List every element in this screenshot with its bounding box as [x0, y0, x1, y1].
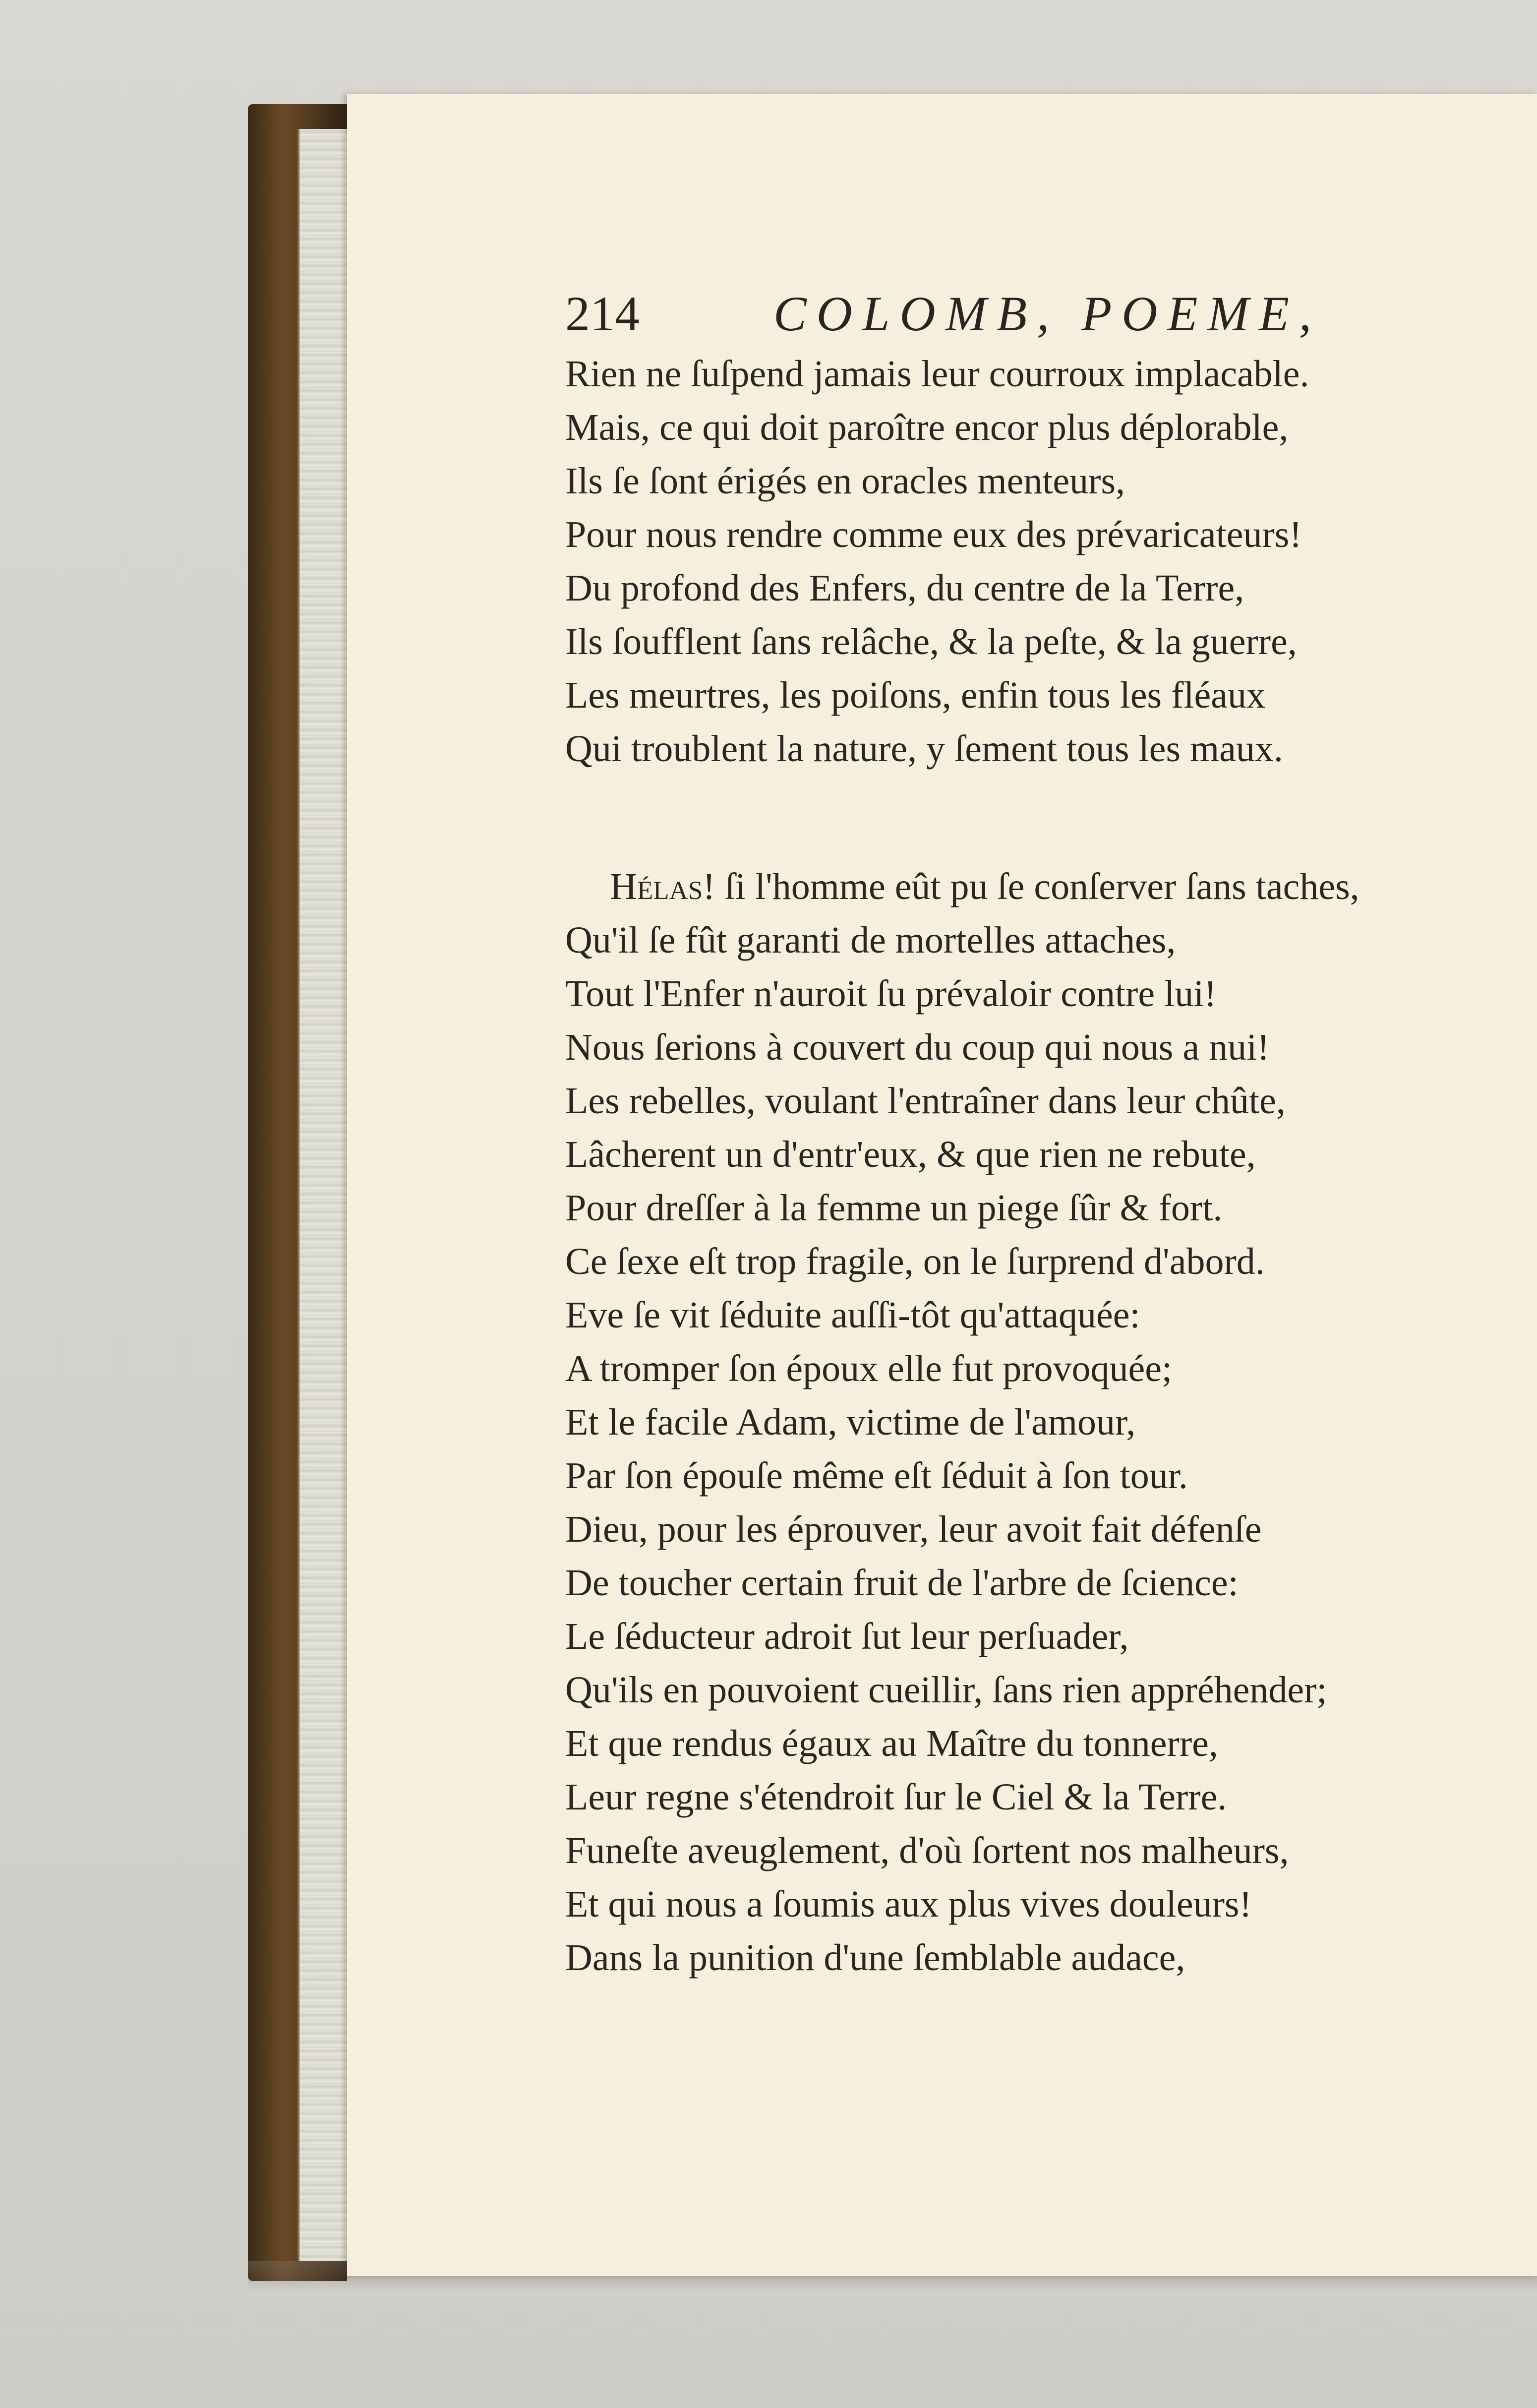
verse-line: Tout l'Enfer n'auroit ſu prévaloir contre lui!	[565, 973, 1217, 1015]
page-edges	[297, 129, 354, 2261]
verse-line: Ils ſoufflent ſans relâche, & la peſte, & la guerre,	[565, 621, 1297, 662]
verse-line: Le ſéducteur adroit ſut leur perſuader,	[565, 1616, 1129, 1657]
verse-line: Qui troublent la nature, y ſement tous les maux.	[565, 728, 1283, 770]
verse-line: Ils ſe ſont érigés en oracles menteurs,	[565, 460, 1125, 502]
verse-line: Pour nous rendre comme eux des prévaricateurs!	[565, 514, 1302, 555]
verse-line: Funeſte aveuglement, d'où ſortent nos malheurs,	[565, 1830, 1289, 1871]
verse-line: Qu'ils en pouvoient cueillir, ſans rien appréhender;	[565, 1669, 1327, 1711]
verse-line: Les meurtres, les poiſons, enfin tous les fléaux	[565, 674, 1266, 716]
verse-line: Dans la punition d'une ſemblable audace,	[565, 1937, 1185, 1979]
stanza-first-line-rest: ! ſi l'homme eût pu ſe conſerver ſans taches,	[703, 866, 1360, 907]
verse-line: Qu'il ſe fût garanti de mortelles attaches,	[565, 919, 1176, 961]
verse-line: Leur regne s'étendroit ſur le Ciel & la Terre.	[565, 1776, 1227, 1818]
verse-line: Rien ne ſuſpend jamais leur courroux implacable.	[565, 353, 1309, 395]
verse-line: Et le facile Adam, victime de l'amour,	[565, 1401, 1136, 1443]
verse-line: Pour dreſſer à la femme un piege ſûr & fort.	[565, 1187, 1223, 1229]
verse-line-stanza-start	[565, 860, 1478, 913]
verse-line: Ce ſexe eſt trop fragile, on le ſurprend d'abord.	[565, 1241, 1265, 1282]
stanza-first-word: Hélas	[610, 866, 703, 907]
poem-text	[565, 347, 1478, 1985]
verse-line: Mais, ce qui doit paroître encor plus déplorable,	[565, 407, 1289, 448]
verse-line: Les rebelles, voulant l'entraîner dans leur chûte,	[565, 1080, 1286, 1122]
verse-line: Par ſon épouſe même eſt ſéduit à ſon tour.	[565, 1455, 1188, 1497]
verse-line: Et qui nous a ſoumis aux plus vives douleurs!	[565, 1883, 1252, 1925]
verse-line: A tromper ſon époux elle fut provoquée;	[565, 1348, 1173, 1389]
verse-line: Du profond des Enfers, du centre de la Terre,	[565, 567, 1244, 609]
verse-line: Nous ſerions à couvert du coup qui nous a nui!	[565, 1026, 1270, 1068]
verse-line: Lâcherent un d'entr'eux, & que rien ne rebute,	[565, 1134, 1256, 1175]
verse-line: Et que rendus égaux au Maître du tonnerre,	[565, 1723, 1218, 1764]
stanza-break	[565, 776, 1478, 860]
page-number: 214	[565, 286, 640, 341]
verse-line: De toucher certain fruit de l'arbre de ſcience:	[565, 1562, 1239, 1604]
verse-line: Dieu, pour les éprouver, leur avoit fait défenſe	[565, 1508, 1262, 1550]
running-head: COLOMB, POEME,	[773, 286, 1321, 341]
verse-line: Eve ſe vit ſéduite auſſi-tôt qu'attaquée:	[565, 1294, 1140, 1336]
